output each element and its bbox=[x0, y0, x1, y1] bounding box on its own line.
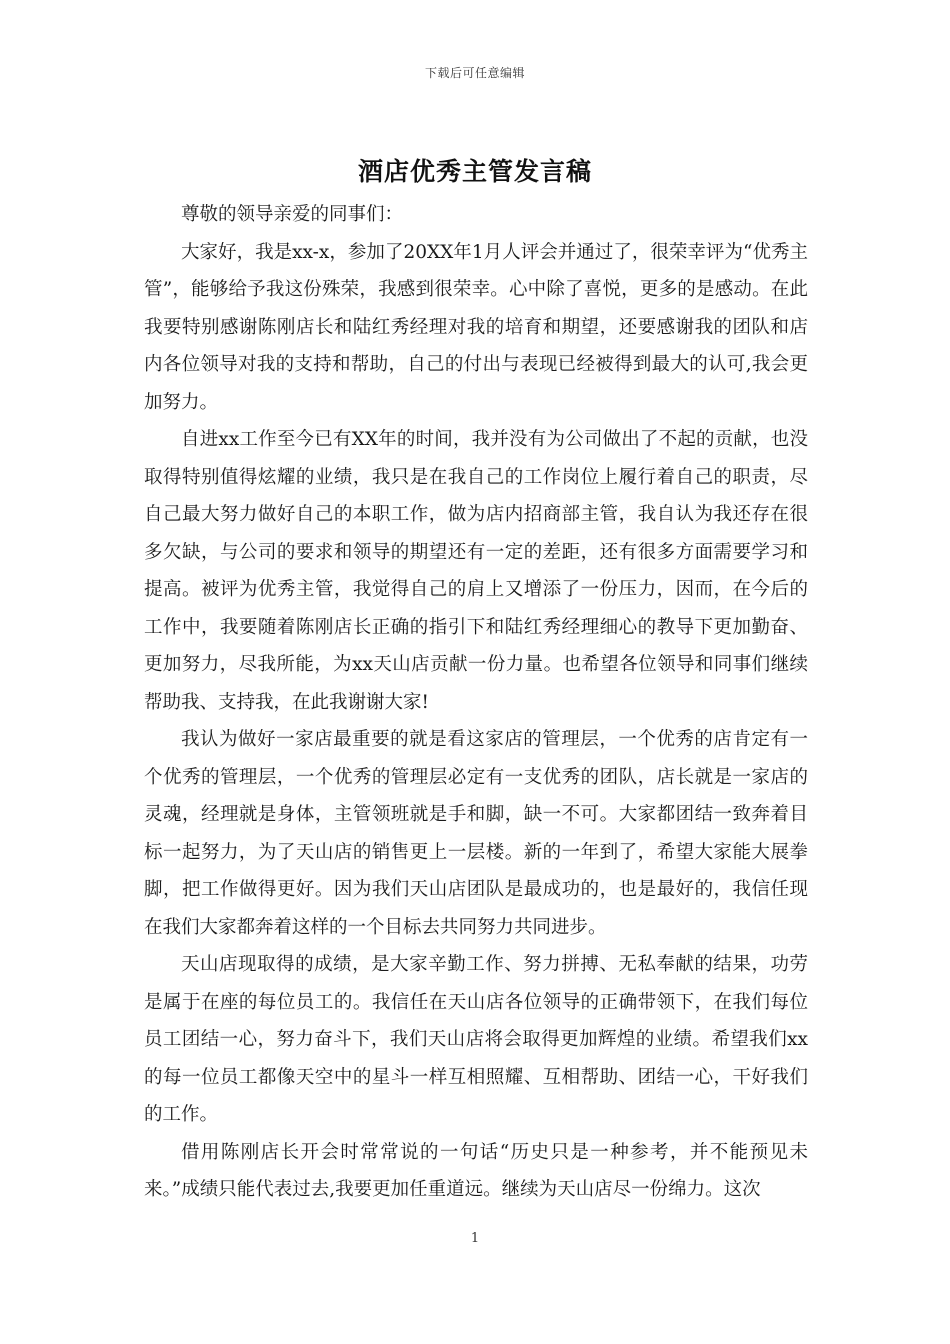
salutation-paragraph: 尊敬的领导亲爱的同事们： bbox=[181, 204, 404, 225]
body-paragraph: 自进xx工作至今已有XX年的时间，我并没有为公司做出了不起的贡献，也没取得特别值得炫耀的业绩，我只是在我自己的工作岗位上履行着自己的职责，尽自己最大努力做好自己的本职工作，做为店内招商部主管，我自认为我还存在很多欠缺，与公司的要求和领导的期望还有一定的差距，还有很多方面需要学习和提高。被评为优秀主管，我觉得自己的肩上又增添了一份压力，因而，在今后的工作中，我要随着陈刚店长正确的指引下和陆红秀经理细心的教导下更加勤奋、更加努力，尽我所能，为xx天山店贡献一份力量。也希望各位领导和同事们继续帮助我、支持我，在此我谢谢大家! bbox=[144, 429, 808, 713]
document-body bbox=[144, 196, 808, 1209]
body-paragraph: 借用陈刚店长开会时常常说的一句话“历史只是一种参考，并不能预见未来。”成绩只能代表过去,我要更加任重道远。继续为天山店尽一份绵力。这次 bbox=[144, 1141, 808, 1200]
body-paragraph: 大家好，我是xx-x，参加了20XX年1月人评会并通过了，很荣幸评为“优秀主管”，能够给予我这份殊荣，我感到很荣幸。心中除了喜悦，更多的是感动。在此我要特别感谢陈刚店长和陆红秀经理对我的培育和期望，还要感谢我的团队和店内各位领导对我的支持和帮助，自己的付出与表现已经被得到最大的认可,我会更加努力。 bbox=[144, 241, 808, 413]
body-paragraph: 天山店现取得的成绩，是大家辛勤工作、努力拼搏、无私奉献的结果，功劳是属于在座的每位员工的。我信任在天山店各位领导的正确带领下，在我们每位员工团结一心，努力奋斗下，我们天山店将会取得更加辉煌的业绩。希望我们xx的每一位员工都像天空中的星斗一样互相照耀、互相帮助、团结一心，干好我们的工作。 bbox=[144, 954, 808, 1125]
header-note: 下载后可任意编辑 bbox=[424, 66, 525, 80]
document-title: 酒店优秀主管发言稿 bbox=[357, 157, 592, 186]
body-paragraph: 我认为做好一家店最重要的就是看这家店的管理层，一个优秀的店肯定有一个优秀的管理层，一个优秀的管理层必定有一支优秀的团队，店长就是一家店的灵魂，经理就是身体，主管领班就是手和脚，缺一不可。大家都团结一致奔着目标一起努力，为了天山店的销售更上一层楼。新的一年到了，希望大家能大展拳脚，把工作做得更好。因为我们天山店团队是最成功的，也是最好的，我信任现在我们大家都奔着这样的一个目标去共同努力共同进步。 bbox=[144, 729, 808, 938]
page-number: 1 bbox=[470, 1231, 480, 1246]
